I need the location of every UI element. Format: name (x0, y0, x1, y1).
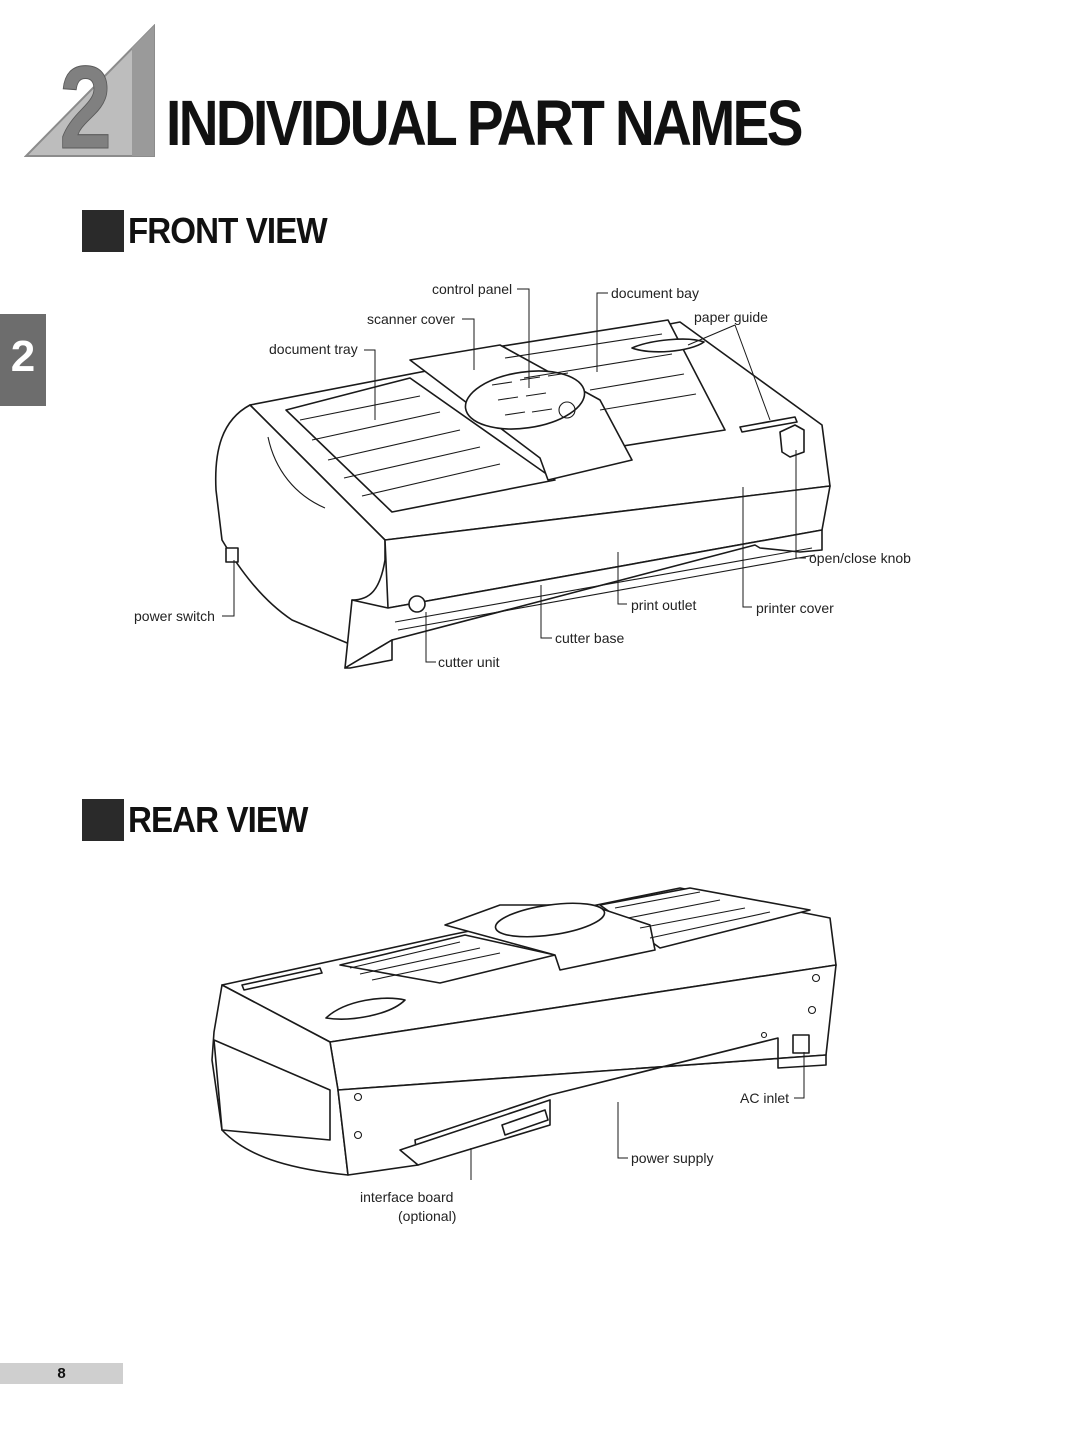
chapter-number: 2 (59, 40, 112, 158)
callout-power-supply: power supply (631, 1150, 714, 1166)
callout-interface-board: interface board (360, 1189, 454, 1205)
callout-power-switch: power switch (134, 608, 215, 624)
callout-print-outlet: print outlet (631, 597, 697, 613)
front-view-illustration (0, 270, 1080, 690)
callout-cutter-unit: cutter unit (438, 654, 500, 670)
callout-printer-cover: printer cover (756, 600, 834, 616)
rear-view-illustration (0, 880, 1080, 1180)
section-square (82, 210, 124, 252)
callout-cutter-base: cutter base (555, 630, 625, 646)
callout-scanner-cover: scanner cover (367, 311, 455, 327)
page-number: 8 (57, 1365, 66, 1382)
page-number-bar (0, 1363, 123, 1384)
front-view-title: FRONT VIEW (128, 210, 327, 251)
section-square (82, 799, 124, 841)
callout-ac-inlet: AC inlet (740, 1090, 790, 1106)
callout-open-close-knob: open/close knob (809, 550, 911, 566)
callout-paper-guide: paper guide (694, 309, 768, 325)
side-tab-label: 2 (10, 332, 36, 381)
callout-control-panel: control panel (432, 281, 513, 297)
rear-view-title: REAR VIEW (128, 799, 308, 840)
callout-document-bay: document bay (611, 285, 699, 301)
chapter-number-badge (24, 24, 158, 158)
callout-interface-board-optional: (optional) (398, 1208, 457, 1224)
callout-document-tray: document tray (269, 341, 358, 357)
chapter-title: INDIVIDUAL PART NAMES (166, 87, 801, 159)
